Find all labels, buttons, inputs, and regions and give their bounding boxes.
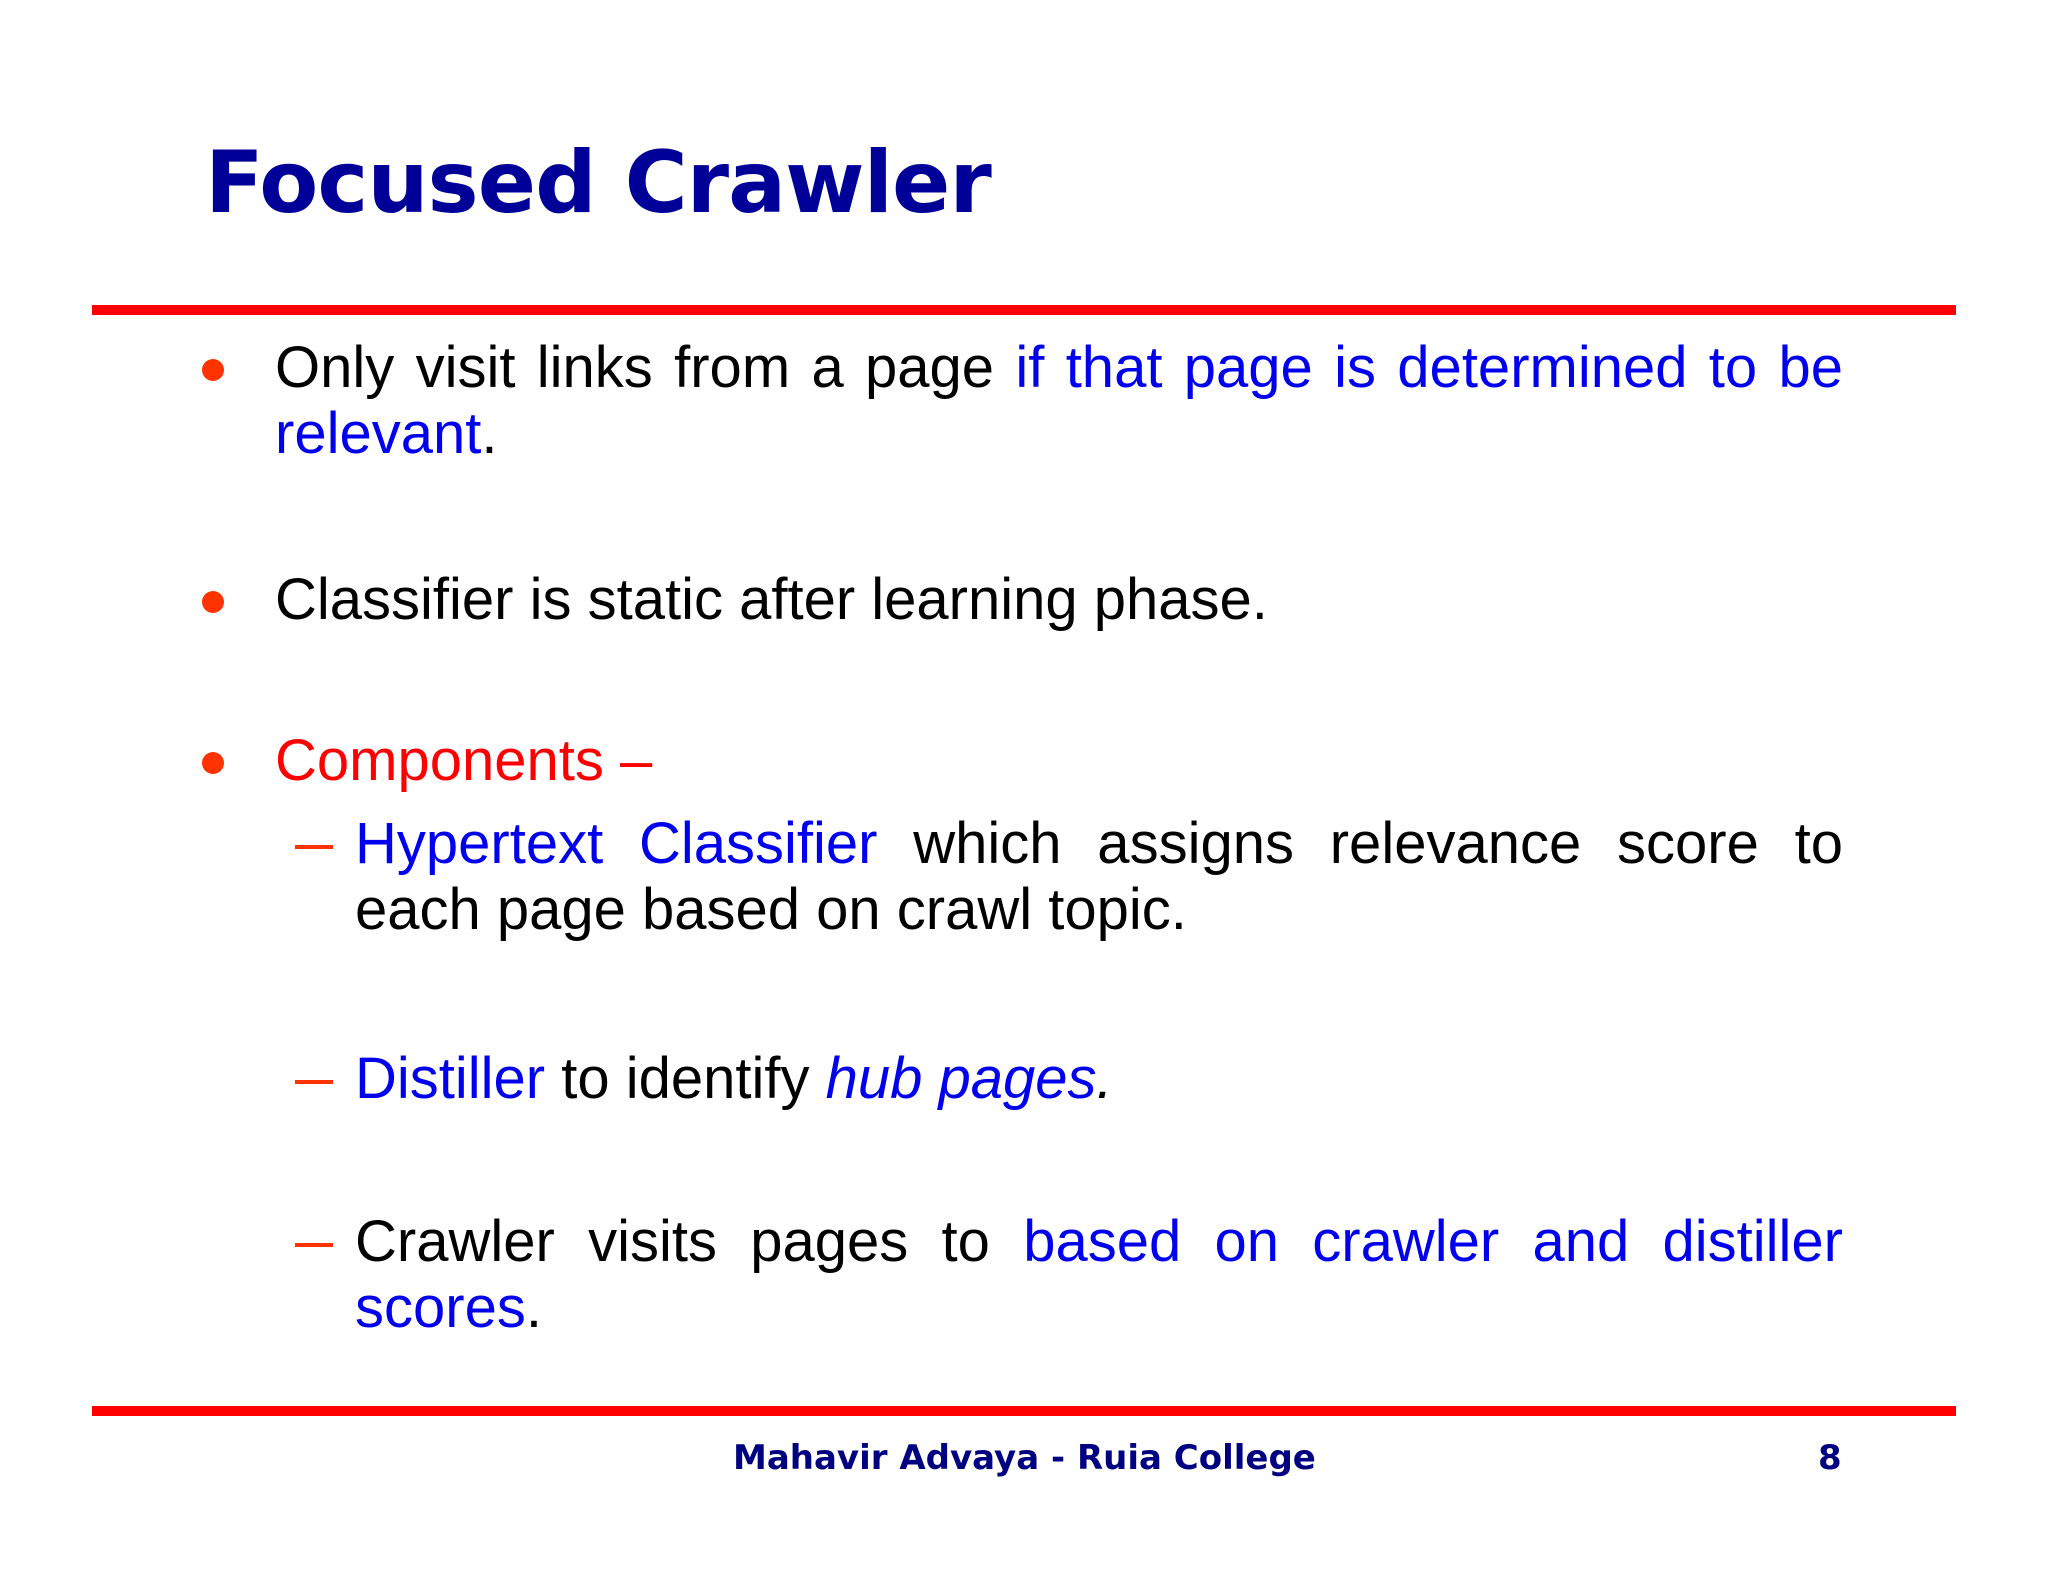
bullet-marker [202, 752, 224, 774]
sub-item [355, 1209, 1843, 1341]
sub-bullet-dash [295, 1080, 333, 1084]
bullet-text: Only visit links from a page [275, 335, 1016, 400]
bullet-text: Classifier is static after learning phase. [275, 567, 1268, 632]
bullet-item [275, 335, 1843, 467]
bullet-marker [202, 359, 224, 381]
page-number: 8 [1818, 1438, 1842, 1478]
footer-divider [92, 1406, 1956, 1416]
sub-item [355, 811, 1843, 943]
sub-item-highlight: Hypertext Classifier [355, 811, 878, 876]
sub-bullet-dash [295, 845, 333, 849]
bullet-end: . [481, 401, 498, 466]
slide-title: Focused Crawler [205, 133, 991, 233]
bullet-item [275, 728, 1843, 794]
bullet-marker [202, 591, 224, 613]
sub-item-text: Crawler visits pages to [355, 1209, 1024, 1274]
sub-item [355, 1046, 1843, 1112]
sub-item-highlight: Distiller [355, 1046, 546, 1111]
bullet-highlight: if that page is determined to be relevant [275, 335, 1843, 466]
footer-author: Mahavir Advaya - Ruia College [733, 1438, 1316, 1478]
sub-item-text: which assigns relevance score to each page based on crawl topic. [355, 811, 1843, 942]
bullet-item [275, 567, 1843, 633]
sub-bullet-dash [295, 1243, 333, 1247]
sub-item-italic: hub pages [825, 1046, 1097, 1111]
sub-item-highlight: based on crawler and distiller scores [355, 1209, 1843, 1340]
title-divider [92, 305, 1956, 315]
sub-item-end: . [525, 1275, 542, 1340]
bullet-text: Components – [275, 728, 653, 793]
sub-item-end: . [1096, 1046, 1113, 1111]
sub-item-text: to identify [545, 1046, 826, 1111]
